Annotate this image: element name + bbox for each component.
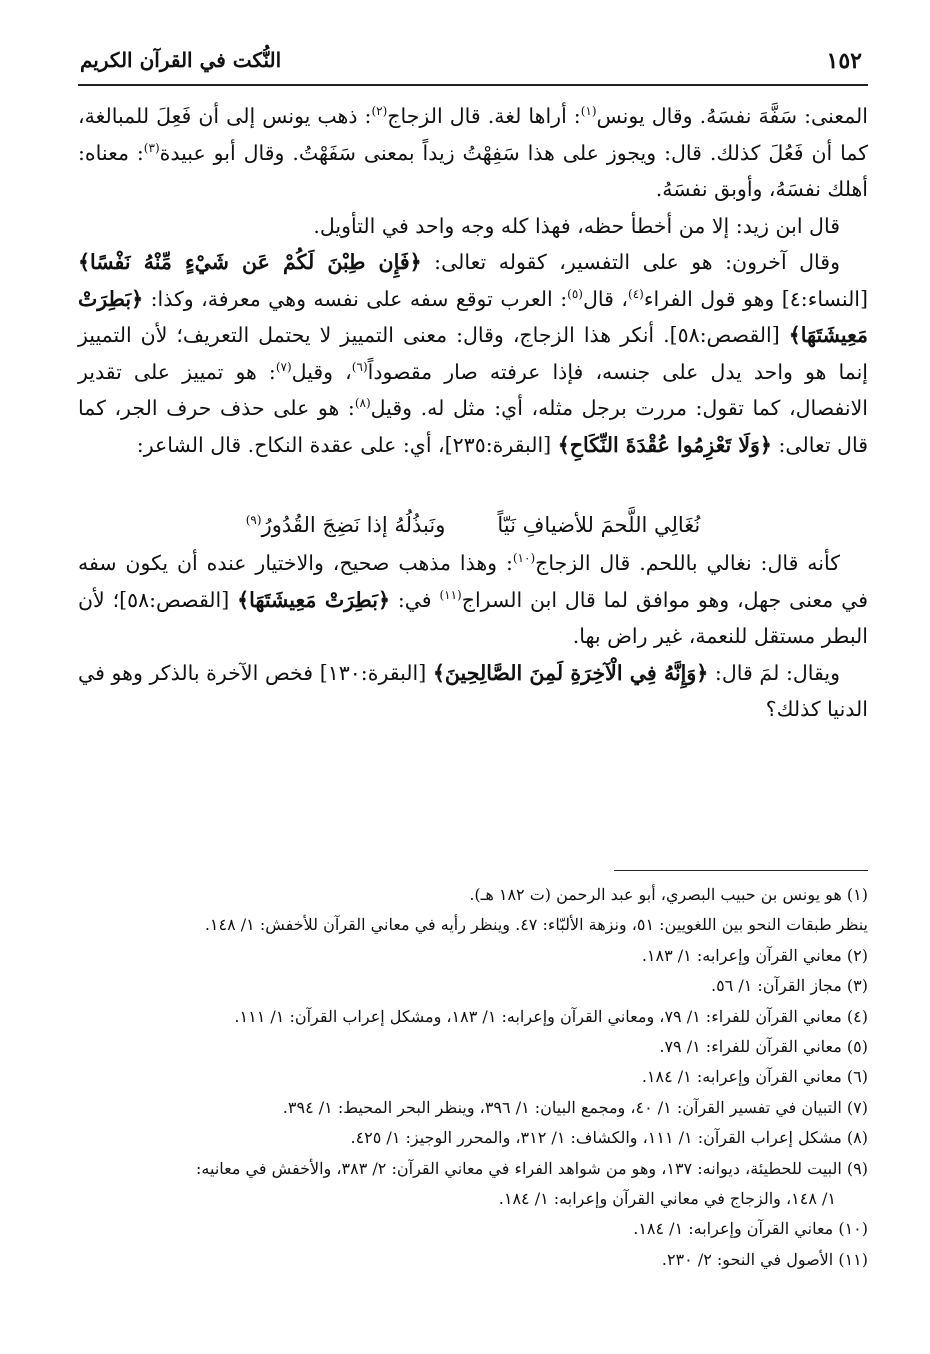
- text-run: : هو على حذف حرف الجر، كما قال تعالى:: [78, 396, 868, 457]
- book-title: النُّكت في القرآن الكريم: [80, 48, 282, 72]
- main-text: [78, 98, 868, 728]
- text-run: كأنه قال: نغالي باللحم. قال الزجاج: [535, 551, 840, 575]
- footnote-11: (١١) الأصول في النحو: ٢/ ٢٣٠.: [661, 1249, 868, 1269]
- quran-quote: ﴿وَلَا تَعْزِمُوا عُقْدَةَ النِّكَاحِ﴾: [557, 432, 772, 457]
- footnote-3: (٣) مجاز القرآن: ١/ ٥٦.: [710, 976, 868, 996]
- footnote-ref-11: (١١): [439, 587, 462, 602]
- poetry-verse: [78, 507, 868, 543]
- footnote-10: (١٠) معاني القرآن وإعرابه: ١/ ١٨٤.: [633, 1219, 868, 1239]
- footnotes: [78, 880, 868, 1275]
- text-run: : ذهب يونس إلى أن فَعِلَ للمبالغة، كما أن فَعُلَ كذلك. قال: ويجوز على هذا سَفِهْتُ زيداً بمعنى سَفَهْتُ. وقال أبو عبيدة: [78, 104, 868, 165]
- paragraph-5: [78, 655, 868, 728]
- footnote-separator: [614, 870, 868, 871]
- footnote-8: (٨) مشكل إعراب القرآن: ١/ ١١١، والكشاف: ١/ ٣١٢، والمحرر الوجيز: ١/ ٤٢٥.: [350, 1128, 868, 1148]
- text-run: : العرب توقع سفه على نفسه وهي معرفة، وكذا:: [143, 286, 568, 311]
- page-header: [78, 44, 868, 86]
- page-number: ١٥٢: [826, 48, 862, 74]
- text-run: ونَبذُلُهُ إذا نَضِجَ القُدُورُ: [261, 513, 446, 537]
- footnote-ref-3: (٣): [143, 140, 160, 155]
- footnote-ref-2: (٢): [371, 104, 388, 119]
- paragraph-2: قال ابن زيد: إلا من أخطأ حظه، فهذا كله وجه واحد في التأويل.: [313, 213, 840, 238]
- text-run: [البقرة:٢٣٥]، أي: على عقدة النكاح. قال الشاعر:: [136, 432, 558, 457]
- footnote-4: (٤) معاني القرآن للفراء: ١/ ٧٩، ومعاني القرآن وإعرابه: ١/ ١٨٣، ومشكل إعراب القرآن: ١/ ١١١.: [234, 1006, 868, 1026]
- text-run: المعنى: سَفَّهَ نفسَهُ. وقال يونس: [596, 104, 868, 128]
- text-run: ويقال: لمَ قال:: [708, 660, 840, 685]
- paragraph-3: [78, 244, 868, 463]
- footnote-ref-4: (٤): [628, 286, 644, 301]
- text-run: : أراها لغة. قال الزجاج: [387, 104, 581, 128]
- text-run: ، وقيل: [291, 359, 352, 384]
- footnote-9-continued: ١/ ١٤٨، والزجاج في معاني القرآن وإعرابه: ١/ ١٨٤.: [498, 1189, 836, 1209]
- footnote-ref-10: (١٠): [512, 551, 536, 566]
- text-run: [القصص:٥٨]؛ لأن البطر مستقل للنعمة، غير راض بها.: [78, 587, 868, 648]
- text-run: : معناه: أهلك نفسَهُ، وأوبق نفسَهُ.: [78, 140, 868, 201]
- text-run: ، قال: [582, 286, 628, 311]
- quran-quote: ﴿بَطِرَتْ مَعِيشَتَهَا﴾: [78, 286, 868, 347]
- footnote-ref-8: (٨): [354, 396, 371, 411]
- verse-second-hemistich: [246, 507, 446, 543]
- footnote-1-continued: ينظر طبقات النحو بين اللغويين: ٥١، ونزهة الألبّاء: ٤٧. وينظر رأيه في معاني القرآن للأخفش: ١/ ١٤٨.: [204, 915, 868, 935]
- paragraph-1: [78, 98, 868, 208]
- text-run: [النساء:٤] وهو قول الفراء: [643, 286, 869, 311]
- footnote-ref-6: (٦): [351, 359, 368, 374]
- text-run: [البقرة:١٣٠] فخص الآخرة بالذكر وهو في الدنيا كذلك؟: [78, 660, 868, 721]
- footnote-ref-1: (١): [580, 104, 597, 119]
- footnote-ref-5: (٥): [567, 286, 583, 301]
- text-run: [القصص:٥٨]. أنكر هذا الزجاج، وقال: معنى التمييز لا يحتمل التعريف؛ لأن التمييز إنما هو واحد يدل على جنسه، فإذا عرفته صار مقصوداً: [78, 323, 869, 384]
- quran-quote: ﴿بَطِرَتْ مَعِيشَتَهَا﴾: [237, 587, 390, 612]
- verse-first-hemistich: نُغَالِي اللَّحمَ للأضيافِ نَيّاً: [497, 513, 701, 537]
- footnote-5: (٥) معاني القرآن للفراء: ١/ ٧٩.: [659, 1037, 868, 1057]
- quran-quote: ﴿وَإِنَّهُ فِي الْآخِرَةِ لَمِنَ الصَّالِحِينَ﴾: [432, 660, 709, 685]
- text-run: : وهذا مذهب صحيح، والاختيار عنده أن يكون سفه في معنى جهل، وهو موافق لما قال ابن السراج: [78, 551, 868, 612]
- text-run: في:: [389, 587, 440, 612]
- footnote-1: (١) هو يونس بن حبيب البصري، أبو عبد الرحمن (ت ١٨٢ هـ).: [469, 885, 868, 904]
- footnote-9: (٩) البيت للحطيئة، ديوانه: ١٣٧، وهو من شواهد الفراء في معاني القرآن: ٢/ ٣٨٣، والأخفش في معانيه:: [196, 1158, 868, 1178]
- footnote-ref-7: (٧): [275, 359, 292, 374]
- footnote-7: (٧) التبيان في تفسير القرآن: ١/ ٤٠، ومجمع البيان: ١/ ٣٩٦، وينظر البحر المحيط: ١/ ٣٩٤.: [282, 1097, 868, 1117]
- footnote-6: (٦) معاني القرآن وإعرابه: ١/ ١٨٤.: [641, 1067, 868, 1087]
- text-run: : هو تمييز على تقدير الانفصال، كما تقول: مررت برجل مثله، أي: مثل له. وقيل: [78, 359, 868, 420]
- paragraph-4: [78, 545, 868, 655]
- text-run: وقال آخرون: هو على التفسير، كقوله تعالى:: [421, 250, 840, 274]
- footnote-ref-9: (٩): [245, 513, 262, 527]
- footnote-2: (٢) معاني القرآن وإعرابه: ١/ ١٨٣.: [641, 945, 868, 965]
- quran-quote: ﴿فَإِن طِبْنَ لَكُمْ عَن شَيْءٍ مِّنْهُ نَفْسًا﴾: [78, 250, 422, 274]
